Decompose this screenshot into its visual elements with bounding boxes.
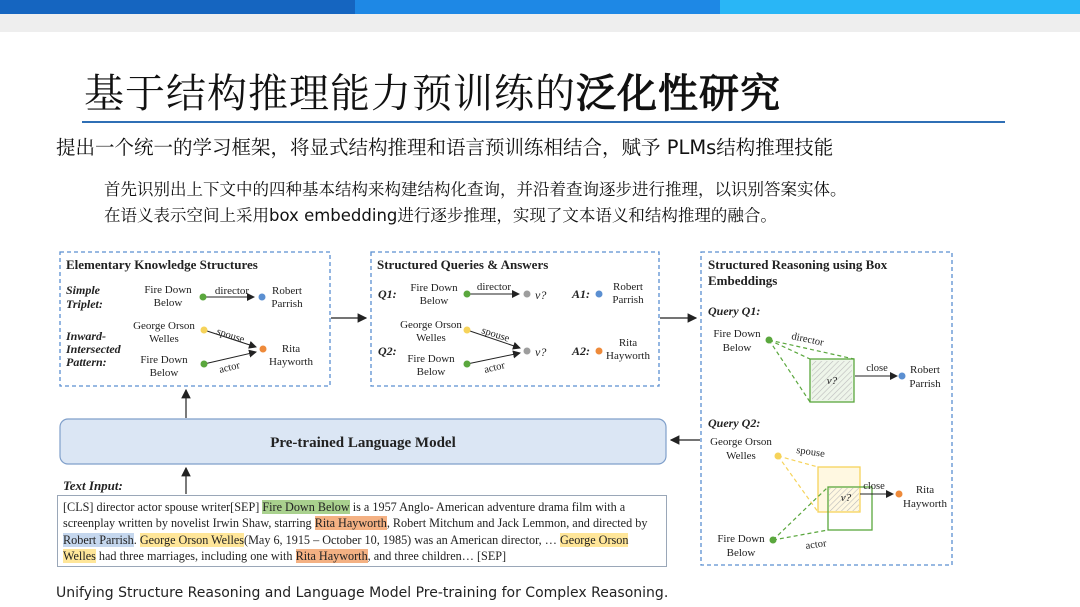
p2-rh-line2: Hayworth xyxy=(606,350,650,362)
p1-gow-line1: George Orson xyxy=(133,320,195,332)
p2-rel-spouse: spouse xyxy=(480,325,511,345)
p1-rel-director: director xyxy=(214,285,250,297)
p2-fdb2-line2: Below xyxy=(416,366,446,378)
p3-node-rp xyxy=(899,373,906,380)
label-intersected: Intersected xyxy=(66,342,121,356)
panel-box-embeddings xyxy=(701,252,952,565)
slide-title-bold: 泛化性研究 xyxy=(576,71,781,117)
p3-fdb2-line1: Fire Down xyxy=(717,533,765,545)
p2-node-gow xyxy=(464,327,471,334)
p1-gow-line2: Welles xyxy=(149,333,179,345)
p1-rel-spouse: spouse xyxy=(215,326,246,346)
p1-fdb2-line1: Fire Down xyxy=(140,354,188,366)
p2-node-rh xyxy=(596,348,603,355)
p2-a1-label: A1: xyxy=(572,287,590,301)
p2-var2: v? xyxy=(535,345,547,359)
p3-rh-line2: Hayworth xyxy=(903,498,947,510)
p2-node-rp xyxy=(596,291,603,298)
p3-query-q1: Query Q1: xyxy=(708,304,761,318)
p3-node-fdb2 xyxy=(770,537,777,544)
p1-fdb2-line2: Below xyxy=(149,367,179,379)
p3-rel-close2: close xyxy=(863,481,885,492)
p3-fdb2-line2: Below xyxy=(726,547,756,559)
ti-seg-6: , and three children… [SEP] xyxy=(367,548,507,563)
p2-node-var1 xyxy=(524,291,531,298)
entity-george-orson-welles: George Orson Welles xyxy=(139,532,245,547)
entity-fire-down-below: Fire Down Below xyxy=(262,500,350,514)
p3-rel-spouse: spouse xyxy=(795,445,826,460)
ti-cls: [CLS] director actor spouse writer[SEP] xyxy=(63,500,263,514)
p3-node-gow xyxy=(775,453,782,460)
p1-rel-actor: actor xyxy=(218,360,242,376)
figure-caption: Unifying Structure Reasoning and Language Model Pre-training for Complex Reasoning. xyxy=(56,585,669,601)
p3-rp-line2: Parrish xyxy=(909,378,941,390)
p2-fdb2-line1: Fire Down xyxy=(407,353,455,365)
slide-title-normal: 基于结构推理能力预训练的 xyxy=(84,71,576,117)
p2-rp-line1: Robert xyxy=(613,281,643,293)
p2-node-var2 xyxy=(524,348,531,355)
p3-gow-line1: George Orson xyxy=(710,436,772,448)
p2-fdb-line1: Fire Down xyxy=(410,282,458,294)
p3-node-rh xyxy=(896,491,903,498)
p1-fdb-line1: Fire Down xyxy=(144,284,192,296)
p2-node-fdb xyxy=(464,291,471,298)
ti-seg-5: had three marriages, including one with xyxy=(95,548,296,563)
label-pattern: Pattern: xyxy=(66,355,107,369)
p3-query-q2: Query Q2: xyxy=(708,416,761,430)
sub-bullet-1: 首先识别出上下文中的四种基本结构来构建结构化查询，并沿着查询逐步进行推理，以识别答案实体。 xyxy=(104,180,847,199)
p2-node-fdb2 xyxy=(464,361,471,368)
ti-seg-4: (May 6, 1915 – October 10, 1985) was an American director, … xyxy=(244,532,560,547)
ti-seg-2: , Robert Mitchum and Jack Lemmon, and directed by xyxy=(386,516,648,531)
p2-rp-line2: Parrish xyxy=(612,294,644,306)
entity-rita-hayworth-2: Rita Hayworth xyxy=(295,548,368,563)
p2-q1-label: Q1: xyxy=(378,287,397,301)
panel1-title: Elementary Knowledge Structures xyxy=(66,257,258,272)
p1-node-gow xyxy=(201,327,208,334)
p1-node-rp xyxy=(259,294,266,301)
p3-q2-green-proj-1 xyxy=(773,487,828,540)
p3-rel-actor: actor xyxy=(804,538,828,552)
p2-rel-director: director xyxy=(476,281,512,293)
p1-rh-line1: Rita xyxy=(281,343,301,355)
sub-bullet-2: 在语义表示空间上采用box embedding进行逐步推理，实现了文本语义和结构推理的融合。 xyxy=(104,206,777,225)
p3-q2-yellow-proj-2 xyxy=(778,456,818,512)
panel3-title-line1: Structured Reasoning using Box xyxy=(708,257,888,272)
p1-rh-line2: Hayworth xyxy=(269,356,313,368)
p2-rel-actor: actor xyxy=(483,360,507,376)
p3-rel-close1: close xyxy=(866,363,888,374)
plm-label: Pre-trained Language Model xyxy=(270,435,456,451)
panel2-title: Structured Queries & Answers xyxy=(377,257,549,272)
p3-var1: v? xyxy=(826,375,838,387)
p1-rp-line2: Parrish xyxy=(271,298,303,310)
p2-gow-line1: George Orson xyxy=(400,319,462,331)
panel3-title-line2: Embeddings xyxy=(708,273,778,288)
p3-var2: v? xyxy=(840,492,852,504)
p2-gow-line2: Welles xyxy=(416,332,446,344)
p2-a2-label: A2: xyxy=(572,344,590,358)
p2-q2-label: Q2: xyxy=(378,344,397,358)
entity-rita-hayworth: Rita Hayworth xyxy=(314,516,387,531)
label-triplet: Triplet: xyxy=(66,297,103,311)
main-bullet: 提出一个统一的学习框架，将显式结构推理和语言预训练相结合，赋予 PLMs结构推理技能 xyxy=(56,136,834,159)
label-simple: Simple xyxy=(66,283,101,297)
p3-rel-director: director xyxy=(790,331,825,349)
p1-node-fdb2 xyxy=(201,361,208,368)
ti-seg-1: is a 1957 Anglo- American adventure drama film with a screenplay written by novelist Irwin Shaw, starring xyxy=(63,500,626,531)
p1-rp-line1: Robert xyxy=(272,285,302,297)
label-inward: Inward- xyxy=(66,329,107,343)
p2-var1: v? xyxy=(535,288,547,302)
p3-fdb-line1: Fire Down xyxy=(713,328,761,340)
p3-rp-line1: Robert xyxy=(910,364,940,376)
p1-fdb-line2: Below xyxy=(153,297,183,309)
p3-rh-line1: Rita xyxy=(915,484,935,496)
text-input-label: Text Input: xyxy=(63,478,123,493)
p2-rh-line1: Rita xyxy=(618,337,638,349)
ti-seg-3: . xyxy=(133,532,140,547)
p1-node-rh xyxy=(260,346,267,353)
p3-node-fdb xyxy=(766,337,773,344)
entity-george-orson-welles-2: George Orson Welles xyxy=(63,532,629,563)
entity-robert-parrish: Robert Parrish xyxy=(63,532,134,547)
p3-fdb-line2: Below xyxy=(722,342,752,354)
p1-node-fdb xyxy=(200,294,207,301)
p3-gow-line2: Welles xyxy=(726,450,756,462)
p2-fdb-line2: Below xyxy=(419,295,449,307)
text-input-box xyxy=(57,495,667,567)
